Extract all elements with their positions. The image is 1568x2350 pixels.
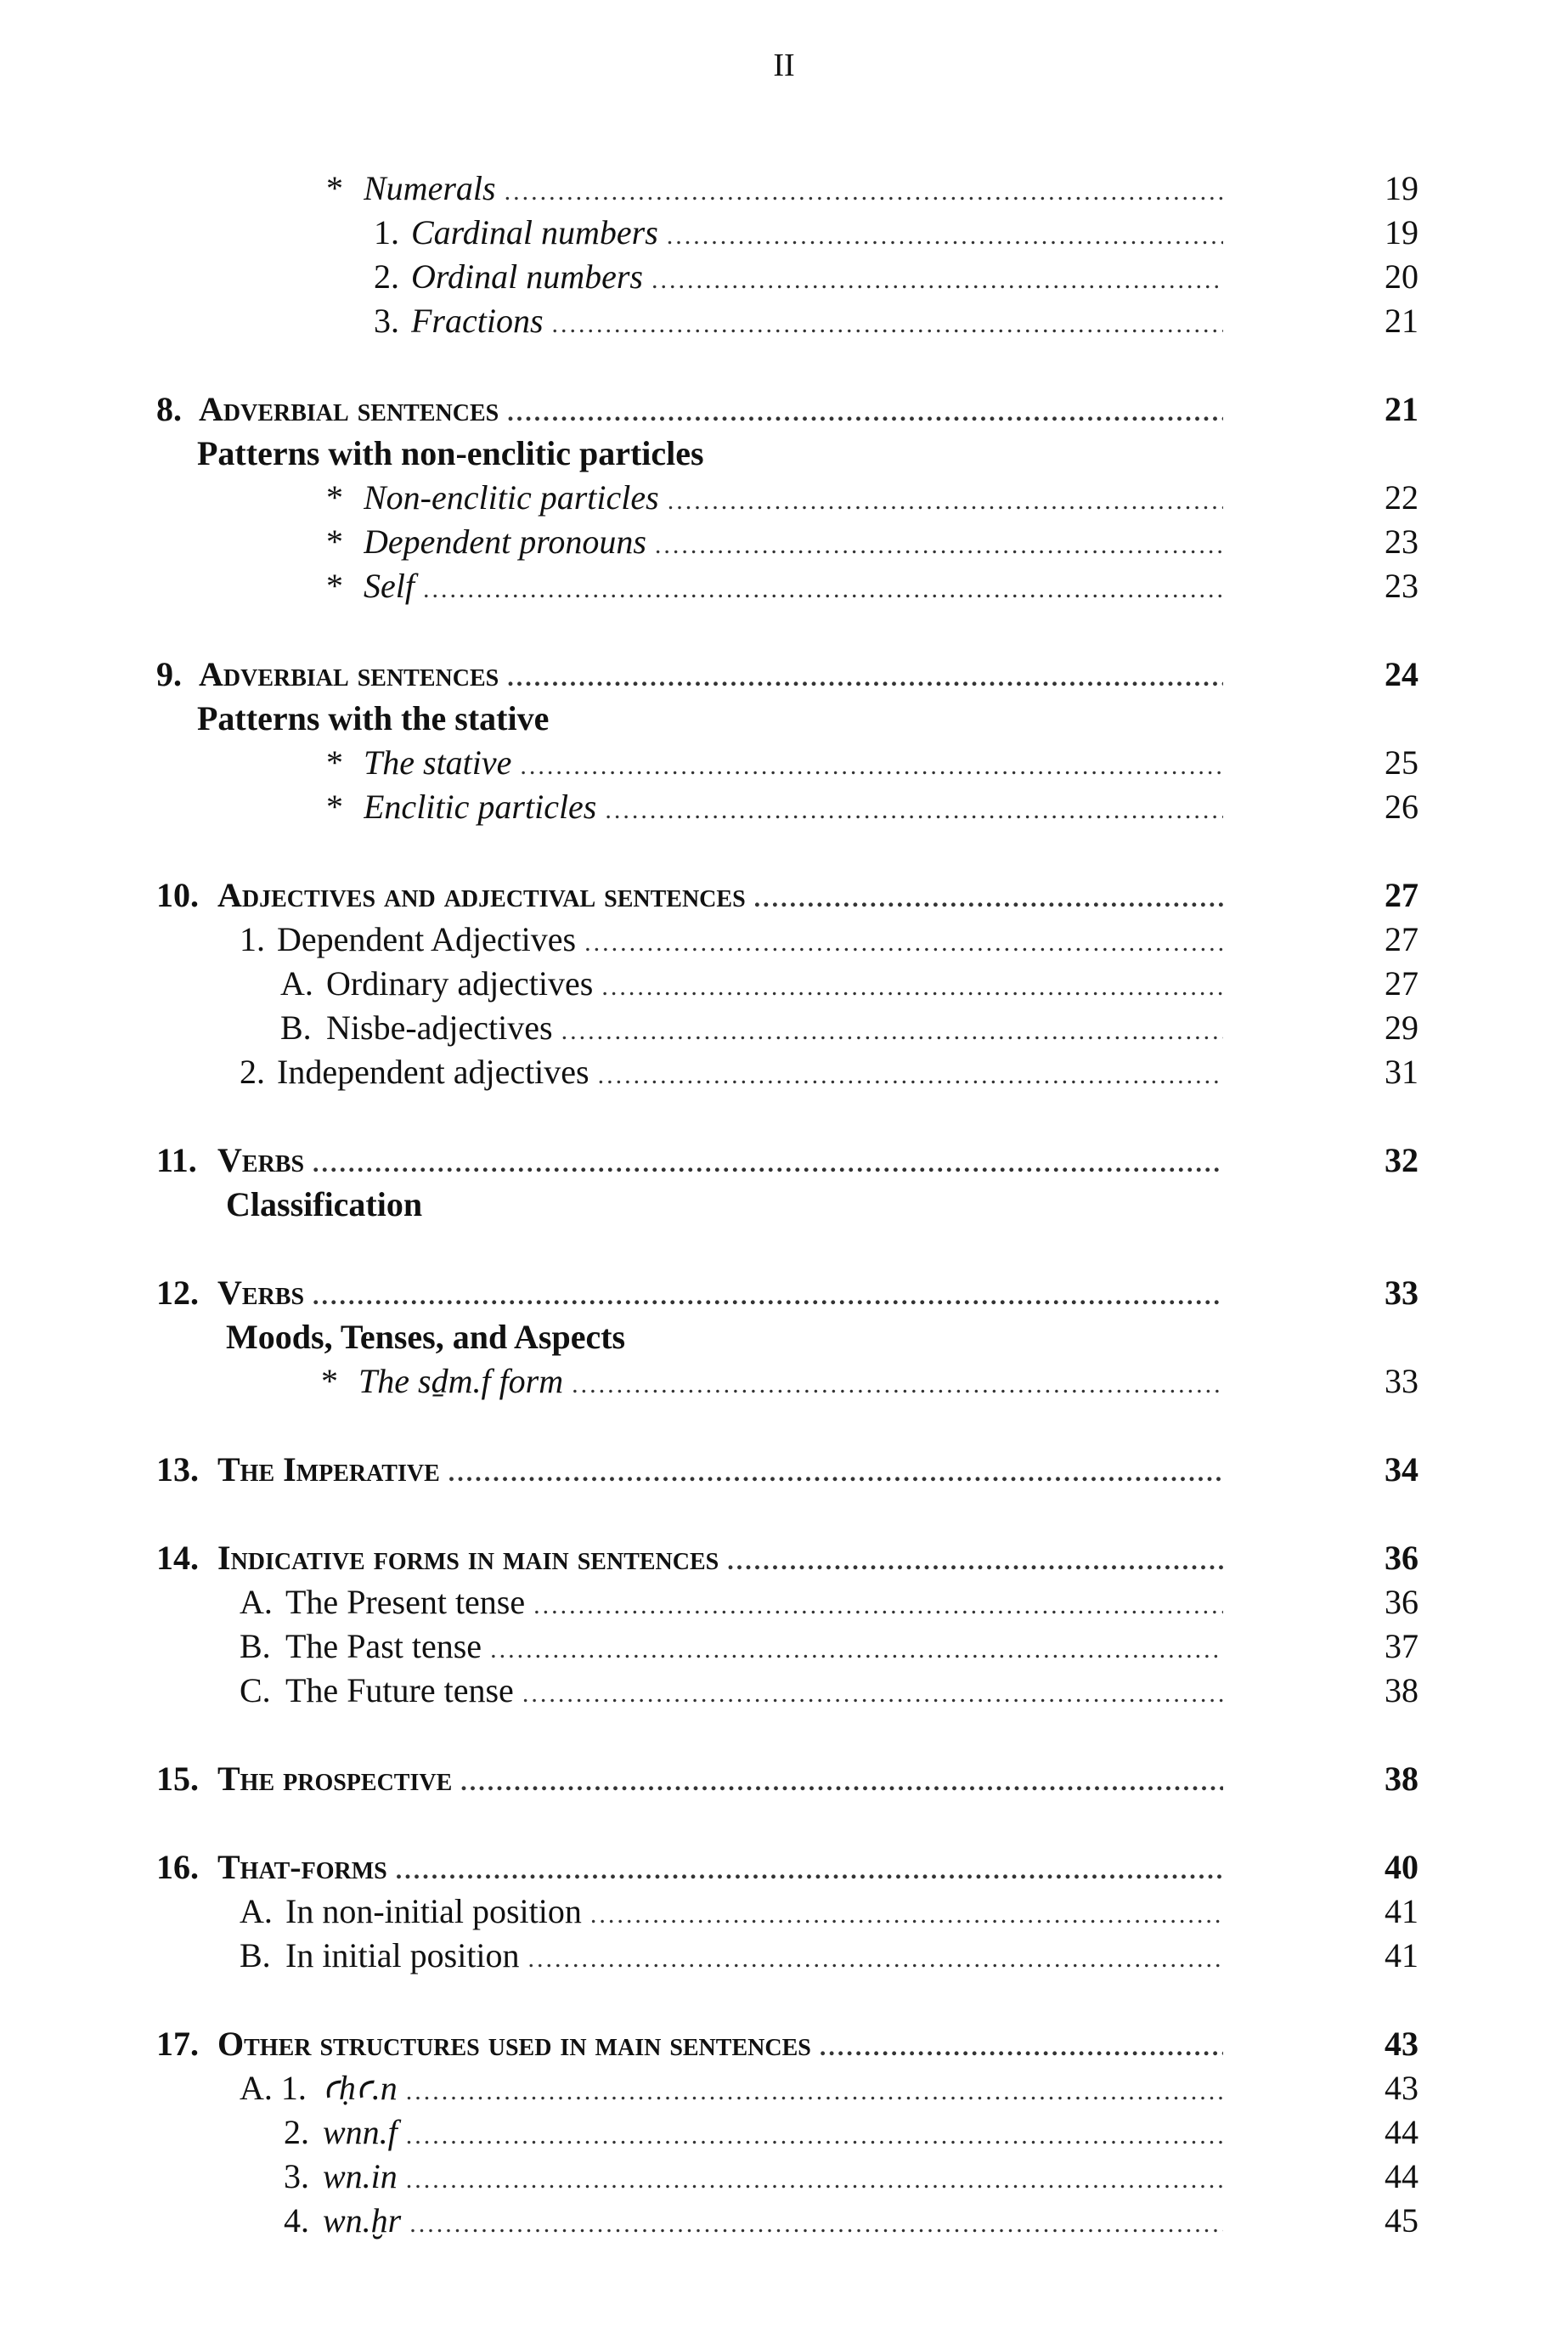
page-number: 43 [1385,2069,1419,2107]
entry-leader-line [323,2066,1223,2110]
entry-leader-line [217,1757,1223,1801]
entry-title: Self [364,567,415,605]
entry-leader-line [364,476,1223,520]
dot-leader [505,170,1223,211]
entry-leader-line [326,1006,1223,1050]
toc-subheading [0,1183,1568,1227]
entry-title: The Future tense [285,1671,514,1709]
entry-leader-line [364,167,1223,211]
page-number: 33 [1385,1362,1419,1400]
entry-leader-line [326,962,1223,1006]
dot-leader [598,1054,1223,1094]
toc-entry [0,1536,1568,1580]
toc-entry [0,2155,1568,2199]
page-number: 23 [1385,523,1419,561]
entry-title: Patterns with the stative [197,699,550,737]
page-number: 19 [1385,213,1419,251]
page-number: 31 [1385,1053,1419,1091]
toc-entry [0,1050,1568,1094]
entry-leader-line [217,1138,1223,1183]
entry-title: wn.in [323,2157,398,2195]
entry-number: 12. [156,1274,199,1312]
entry-leader-line [285,1624,1223,1669]
toc-entry [0,1845,1568,1890]
dot-leader [820,2025,1223,2066]
dot-leader [520,744,1223,785]
toc-entry [0,962,1568,1006]
page-number: 32 [1385,1141,1419,1179]
entry-number: 1. [374,213,399,251]
entry-leader-line [411,255,1223,299]
page-number: 23 [1385,567,1419,605]
page-number: 22 [1385,478,1419,517]
entry-number: 3. [374,302,399,340]
bullet-star: * [326,567,343,605]
dot-leader [561,1009,1223,1050]
entry-title: Ordinary adjectives [326,964,594,1003]
entry-leader-line [217,1271,1223,1315]
entry-title: wn.ḫr [323,2201,402,2240]
page-number: 25 [1385,743,1419,782]
toc-entry [0,2066,1568,2110]
bullet-star: * [326,743,343,782]
dot-leader [313,1142,1223,1183]
toc-entry [0,873,1568,918]
dot-leader [396,1849,1223,1890]
entry-number: A. 1. [240,2069,307,2107]
dot-leader [522,1672,1223,1713]
dot-leader [727,1539,1223,1580]
entry-title: Adverbial sentences [199,390,499,428]
entry-title: Dependent Adjectives [277,920,577,958]
entry-title: Nisbe-adjectives [326,1008,553,1047]
entry-title: In non-initial position [285,1892,582,1930]
page-number: 34 [1385,1450,1419,1489]
dot-leader [507,656,1223,697]
entry-title: Enclitic particles [364,788,597,826]
toc-entry [0,1271,1568,1315]
toc-subheading [0,697,1568,741]
entry-number: 10. [156,876,199,914]
entry-number: 3. [284,2157,309,2195]
page-number: 40 [1385,1848,1419,1886]
toc-entry [0,1890,1568,1934]
toc-subheading [0,432,1568,476]
toc-entry [0,1934,1568,1978]
entry-leader-line [364,785,1223,829]
entry-number: 14. [156,1539,199,1577]
entry-title: Patterns with non-enclitic particles [197,434,704,472]
toc-entry [0,2199,1568,2243]
dot-leader [528,1937,1223,1978]
entry-leader-line [323,2110,1223,2155]
dot-leader [423,568,1223,608]
page-number: 44 [1385,2113,1419,2151]
entry-number: 11. [156,1141,197,1179]
dot-leader [406,2158,1223,2199]
entry-title: ꜥḥꜥ.n [323,2069,398,2107]
toc-entry [0,1359,1568,1404]
page-number: 19 [1385,169,1419,207]
entry-leader-line [217,1845,1223,1890]
entry-leader-line [364,564,1223,608]
toc-entry [0,1757,1568,1801]
entry-number: 16. [156,1848,199,1886]
bullet-star: * [321,1362,338,1400]
entry-title: The sḏm.f form [358,1362,564,1400]
entry-leader-line [277,1050,1223,1094]
entry-leader-line [364,520,1223,564]
page-number: 27 [1385,920,1419,958]
page-number-roman: II [773,48,795,83]
bullet-star: * [326,169,343,207]
page-number: 44 [1385,2157,1419,2195]
page-number: 38 [1385,1671,1419,1709]
dot-leader [460,1760,1223,1801]
toc-entry [0,255,1568,299]
entry-title: Fractions [411,302,544,340]
dot-leader [409,2202,1223,2243]
entry-title: Dependent pronouns [364,523,646,561]
dot-leader [406,2114,1223,2155]
dot-leader [605,788,1223,829]
entry-title: Adverbial sentences [199,655,499,693]
entry-title: Cardinal numbers [411,213,658,251]
entry-leader-line [199,387,1223,432]
page-number: 43 [1385,2025,1419,2063]
toc-entry [0,476,1568,520]
dot-leader [448,1451,1223,1492]
entry-number: A. [240,1892,273,1930]
entry-title: Classification [226,1185,423,1223]
entry-leader-line [285,1934,1223,1978]
page-number: 33 [1385,1274,1419,1312]
page-number: 27 [1385,964,1419,1003]
page-number: 36 [1385,1539,1419,1577]
bullet-star: * [326,478,343,517]
dot-leader [313,1274,1223,1315]
entry-title: Other structures used in main sentences [217,2025,811,2063]
entry-leader-line [323,2155,1223,2199]
dot-leader [754,877,1223,918]
entry-leader-line [323,2199,1223,2243]
toc-entry [0,564,1568,608]
dot-leader [507,391,1223,432]
entry-title: Numerals [364,169,496,207]
toc-entry [0,1669,1568,1713]
page-number: 24 [1385,655,1419,693]
toc-entry [0,1006,1568,1050]
entry-number: B. [280,1008,312,1047]
entry-title: Non-enclitic particles [364,478,659,517]
toc-entry [0,299,1568,343]
dot-leader [667,214,1223,255]
toc-entry [0,2022,1568,2066]
entry-leader-line [285,1669,1223,1713]
dot-leader [552,302,1223,343]
entry-title: Independent adjectives [277,1053,589,1091]
dot-leader [533,1584,1223,1624]
dot-leader [651,258,1223,299]
entry-leader-line [277,918,1223,962]
page-number: 36 [1385,1583,1419,1621]
page-number: 21 [1385,390,1419,428]
entry-number: A. [280,964,313,1003]
entry-leader-line [411,299,1223,343]
entry-leader-line [411,211,1223,255]
bullet-star: * [326,788,343,826]
entry-title: The Past tense [285,1627,482,1665]
toc-entry [0,2110,1568,2155]
dot-leader [584,921,1223,962]
toc-entry [0,1624,1568,1669]
entry-leader-line [217,2022,1223,2066]
dot-leader [406,2070,1223,2110]
dot-leader [572,1363,1223,1404]
page-number: 45 [1385,2201,1419,2240]
entry-leader-line [199,652,1223,697]
page-number: 37 [1385,1627,1419,1665]
toc-entry [0,1448,1568,1492]
entry-number: A. [240,1583,273,1621]
entry-leader-line [217,1536,1223,1580]
toc-entry [0,211,1568,255]
entry-title: In initial position [285,1936,520,1974]
toc-entry [0,785,1568,829]
entry-number: B. [240,1627,271,1665]
entry-number: 13. [156,1450,199,1489]
toc-entry [0,387,1568,432]
toc-entry [0,918,1568,962]
entry-number: 1. [240,920,265,958]
entry-number: 9. [156,655,182,693]
entry-leader-line [217,873,1223,918]
dot-leader [655,523,1223,564]
page-number: 27 [1385,876,1419,914]
page-number: 21 [1385,302,1419,340]
entry-title: Moods, Tenses, and Aspects [226,1318,626,1356]
toc-entry [0,520,1568,564]
toc-entry [0,741,1568,785]
dot-leader [590,1893,1223,1934]
toc-entry [0,167,1568,211]
page-number: 26 [1385,788,1419,826]
entry-title: Verbs [217,1141,305,1179]
page-number: 29 [1385,1008,1419,1047]
page-number: 41 [1385,1936,1419,1974]
entry-number: 17. [156,2025,199,2063]
dot-leader [668,479,1223,520]
entry-title: The stative [364,743,512,782]
entry-title: Verbs [217,1274,305,1312]
entry-title: wnn.f [323,2113,398,2151]
entry-leader-line [358,1359,1223,1404]
bullet-star: * [326,523,343,561]
toc-entry [0,1138,1568,1183]
entry-leader-line [217,1448,1223,1492]
page-number: 41 [1385,1892,1419,1930]
entry-title: The prospective [217,1760,453,1798]
entry-leader-line [285,1580,1223,1624]
toc-entry [0,652,1568,697]
page-number: 20 [1385,257,1419,296]
entry-number: 2. [374,257,399,296]
page-number: 38 [1385,1760,1419,1798]
entry-title: The Present tense [285,1583,526,1621]
toc-subheading [0,1315,1568,1359]
entry-number: 8. [156,390,182,428]
entry-title: The Imperative [217,1450,440,1489]
entry-leader-line [364,741,1223,785]
toc-entry [0,1580,1568,1624]
entry-leader-line [285,1890,1223,1934]
entry-number: 4. [284,2201,309,2240]
entry-title: Adjectives and adjectival sentences [217,876,746,914]
entry-number: C. [240,1671,271,1709]
entry-number: B. [240,1936,271,1974]
entry-title: That-forms [217,1848,387,1886]
dot-leader [601,965,1223,1006]
entry-title: Ordinal numbers [411,257,643,296]
entry-number: 2. [240,1053,265,1091]
entry-number: 15. [156,1760,199,1798]
entry-number: 2. [284,2113,309,2151]
dot-leader [490,1628,1223,1669]
entry-title: Indicative forms in main sentences [217,1539,719,1577]
